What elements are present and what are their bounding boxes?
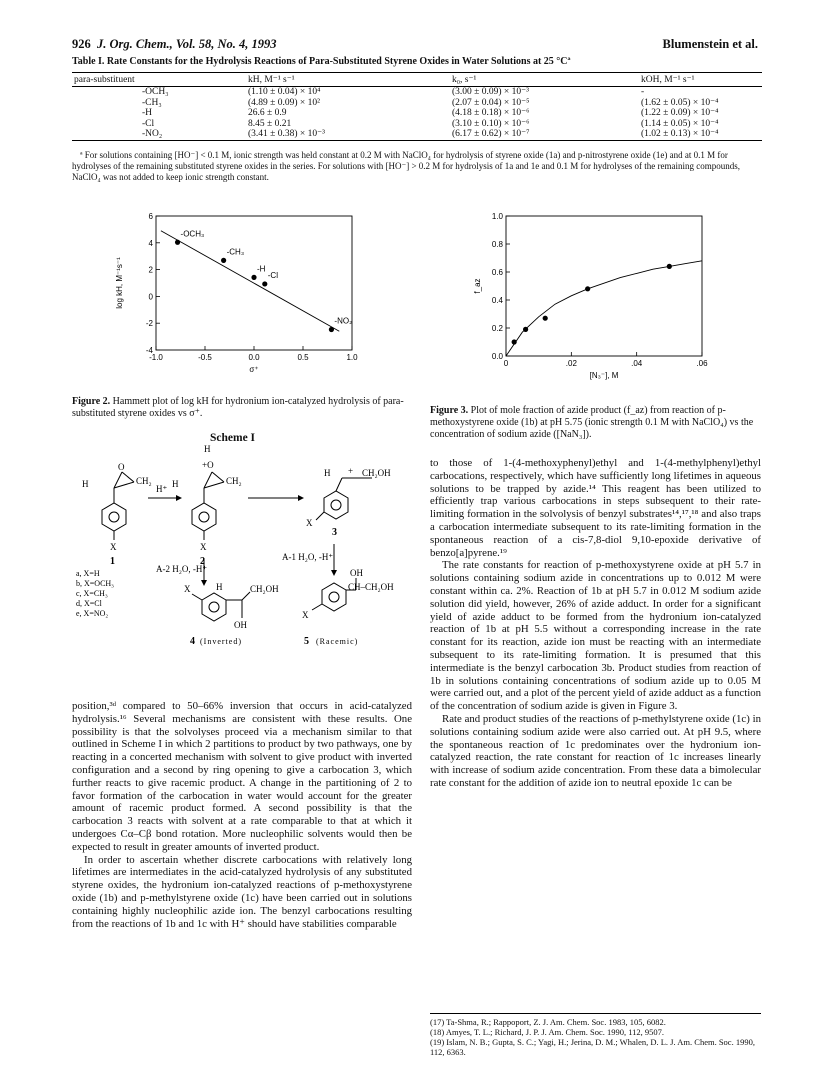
figure3-caption-text: Plot of mole fraction of azide product (f_az) from reaction of p-methoxystyrene oxide (1b) at pH 5.75 (ionic strength 0.1 M with NaClO₄) vs the concentration of sodium azide ([NaN₃]). (430, 405, 754, 440)
col-header: para-substituent (72, 73, 246, 87)
table-cell: (3.41 ± 0.38) × 10⁻³ (248, 129, 326, 139)
col-header: kOH, M⁻¹ s⁻¹ (639, 73, 762, 87)
y-axis-label: f_az (473, 278, 482, 294)
x-tick-label: -0.5 (198, 353, 212, 362)
x-tick-label: -1.0 (149, 353, 163, 362)
atom-X: X (110, 542, 117, 552)
figure3-label: Figure 3. (430, 405, 469, 416)
table-cell: (1.14 ± 0.05) × 10⁻⁴ (641, 118, 719, 129)
table-footnote: ª For solutions containing [HO⁻] < 0.1 M, ionic strength was held constant at 0.2 M with NaClO₄ for hydrolysis of styrene oxide (1a) and p-nitrostyrene oxide (1e) and at 0.1 M for hydrolyses of the remaining substituted styrene oxides in the series. For solutions with [HO⁻] > 0.2 M for hydrolysis of 1a and 1e and 0.1 M for hydrolyses of the remaining compounds, NaClO₄ was not added to keep ionic strength constant. (72, 150, 740, 182)
atom-H: H (172, 479, 179, 489)
compound-2-structure (192, 472, 224, 540)
paragraph: position,³ᵈ compared to 50–66% inversion that occurs in acid-catalyzed hydrolysis.¹⁶ Several mechanisms are consistent with these results. One possibility is that the solvolyses proceed via a mechanism similar to that outlined in Scheme I in which 2 partitions to product by two pathways, one by reacting in a concerted mechanism with solvent to give product with inverted configuration and a second by ring opening to give a carbocation 3, which further reacts to give racemic product. A change in the partitioning of 2 to favor formation of the carbocation in water would account for the greater amount of racemic product formed. A second possibility is that the carbocation 3 reacts with solvent at a rate comparable to that at which it undergoes Cα–Cβ bond rotation. More nucleophilic solvents would then be expected to result in greater amounts of inverted product. (72, 700, 412, 853)
point-label: -OCH₃ (180, 229, 205, 239)
paragraph: The rate constants for reaction of p-methoxystyrene oxide at pH 5.7 in solutions containing sodium azide in concentrations up to 0.012 M were constant within ca. 2%. Reaction of 1b at pH 5.7 in 0.012 M sodium azide solution did yield, however, 26% of azide adduct. In order for a significant yield of azide adduct to be formed from the hydronium ion-catalyzed reaction of 1b at pH 5.5 without a corresponding increase in the rate constant for its reaction, azide ion must be reacting with an intermediate subsequent to its rate-limiting formation. It is presumed that this intermediate is the benzyl carbocation 3b. Product studies from reaction of 1b in solutions containing concentrations of sodium azide up to 0.05 M were carried out, and a plot of the percent yield of azide adduct as a function of the concentration of sodium azide is given in Figure 3. (430, 559, 761, 713)
rate-constants-table (72, 72, 762, 141)
label-5-note: (Racemic) (316, 637, 359, 646)
scheme-title: Scheme I (210, 432, 256, 444)
hammett-plot (100, 210, 390, 380)
atom-OH: OH (350, 568, 363, 578)
y-tick-label: 4 (148, 238, 153, 248)
legend-item-b: b, X=OCH₃ (76, 579, 114, 588)
arrow-1-label: H⁺ (156, 484, 168, 494)
table-cell: (2.07 ± 0.04) × 10⁻⁵ (452, 97, 530, 108)
x-tick-label: .02 (565, 359, 577, 368)
page-header-left (72, 37, 277, 52)
paragraph: Rate and product studies of the reactions of p-methylstyrene oxide (1c) in solutions containing sodium azide were also carried out. At pH 9.5, where the spontaneous reaction of 1c predominates over the hydronium ion-catalyzed reaction, the rate constant for reaction of 1c increases linearly with increase of sodium azide concentration. From these data a bimolecular rate constant for the addition of azide ion to neutral epoxide 1c can be (430, 712, 761, 789)
paragraph: to those of 1-(4-methoxyphenyl)ethyl and 1-(4-methylphenyl)ethyl carbocations, respectively, which have sufficiently long lifetimes in aqueous solutions to be trapped by azide.¹⁴ This reagent has been utilized to efficiently trap various carbocations in steps subsequent to their rate-limiting formation in the solvolysis of benzyl substrates¹⁴,¹⁷,¹⁸ and also traps a carbocation intermediate subsequent to its rate-limiting formation in the spontaneous reaction of a cis-7,8-diol 9,10-epoxide derivative of benzo[a]pyrene.¹⁹ (430, 457, 761, 559)
table-caption: Table I. Rate Constants for the Hydrolysis Reactions of Para-Substituted Styrene Oxides in Water Solutions at 25 °Cª (72, 56, 571, 67)
table-cell: - (641, 87, 645, 97)
point-label: -NO₂ (334, 316, 353, 326)
table-cell: (1.22 ± 0.09) × 10⁻⁴ (641, 108, 719, 118)
atom-O-plus: +O (202, 460, 214, 470)
paragraph: In order to ascertain whether discrete carbocations with relatively long lifetimes are intermediates in the acid-catalyzed hydrolysis of any substituted styrene oxides, the hydronium ion-catalyzed reactions of p-methoxystyrene oxide (1b) and p-methylstyrene oxide (1c) have been carried out in solutions containing highly nucleophilic azide ion. The benzyl carbocations resulting from the reactions of 1b and 1c with H⁺ should have stabilities comparable (72, 853, 412, 930)
reference-item: (17) Ta-Shma, R.; Rappoport, Z. J. Am. Chem. Soc. 1983, 105, 6082. (430, 1017, 666, 1027)
x-tick-label: .04 (631, 359, 643, 368)
data-point (523, 327, 528, 332)
figure2-label: Figure 2. (72, 396, 111, 407)
y-tick-label: 0 (148, 292, 153, 302)
figure3-caption (430, 405, 761, 441)
legend-item-e: e, X=NO₂ (76, 609, 109, 618)
col-header: kH, M⁻¹ s⁻¹ (246, 73, 450, 87)
table-cell: -CH₃ (142, 97, 162, 108)
y-tick-label: -2 (145, 319, 153, 329)
y-tick-label: 0.2 (491, 324, 503, 333)
table-row (72, 98, 762, 109)
table-cell: (6.17 ± 0.62) × 10⁻⁷ (452, 129, 530, 139)
col-header: k₀, s⁻¹ (450, 73, 639, 87)
atom-CH2OH: CH₂OH (250, 584, 279, 594)
table-row (72, 87, 762, 98)
y-tick-label: 0.4 (491, 296, 503, 305)
atom-OH: OH (234, 620, 247, 630)
fit-curve (506, 261, 702, 356)
page-number: 926 (72, 37, 91, 51)
compound-3-structure (316, 478, 372, 520)
table-row (72, 129, 762, 140)
data-point (251, 275, 256, 280)
y-axis-label: log kH, M⁻¹s⁻¹ (115, 257, 124, 309)
table-cell: 26.6 ± 0.9 (248, 108, 287, 118)
atom-H: H (82, 479, 89, 489)
label-4-note: (Inverted) (200, 637, 242, 646)
compound-label-3: 3 (332, 527, 337, 538)
table-cell: -Cl (142, 118, 155, 129)
atom-X: X (200, 542, 207, 552)
atom-H: H (204, 444, 211, 454)
point-label: -Cl (267, 270, 278, 280)
data-point (667, 264, 672, 269)
atom-X: X (302, 610, 309, 620)
atom-X: X (184, 584, 191, 594)
scheme-diagram (72, 440, 412, 670)
table-cell: (1.10 ± 0.04) × 10⁴ (248, 87, 321, 97)
table-cell: 8.45 ± 0.21 (248, 118, 292, 129)
table-header-row (72, 73, 762, 87)
table-cell: (1.62 ± 0.05) × 10⁻⁴ (641, 97, 719, 108)
y-tick-label: 0.8 (491, 240, 503, 249)
atom-O: O (118, 462, 125, 472)
atom-plus: + (348, 466, 354, 476)
references (430, 1013, 761, 1057)
legend-item-c: c, X=CH₃ (76, 589, 108, 598)
azide-fraction-plot (470, 210, 720, 390)
x-tick-label: 0 (503, 359, 509, 368)
table-cell: (3.10 ± 0.10) × 10⁻⁶ (452, 118, 530, 129)
data-point (221, 258, 226, 263)
atom-CH2: CH₂ (226, 476, 242, 486)
table-row (72, 119, 762, 130)
x-axis-label: σ⁺ (249, 365, 259, 374)
atom-H: H (324, 468, 331, 478)
left-column-text (72, 700, 412, 930)
arrow-a2-label: A-2 H₂O, -H⁺ (156, 564, 208, 574)
point-label: -CH₃ (226, 247, 245, 257)
reference-item: (19) Islam, N. B.; Gupta, S. C.; Yagi, H.; Jerina, D. M.; Whalen, D. L. J. Am. Chem. Soc. 1990, 112, 6363. (430, 1037, 755, 1057)
arrow-a1-label: A-1 H₂O, -H⁺ (282, 552, 334, 562)
x-tick-label: 0.0 (248, 353, 260, 362)
table-cell: (4.89 ± 0.09) × 10² (248, 97, 320, 108)
figure2-caption (72, 396, 412, 420)
figure2-caption-text: Hammett plot of log kH for hydronium ion-catalyzed hydrolysis of para-substituted styrene oxides vs σ⁺. (72, 396, 404, 419)
x-tick-label: 1.0 (346, 353, 358, 362)
fit-line (161, 231, 339, 331)
table-cell: (1.02 ± 0.13) × 10⁻⁴ (641, 129, 719, 139)
table-cell: (4.18 ± 0.18) × 10⁻⁶ (452, 108, 530, 118)
atom-H: H (216, 582, 223, 592)
y-tick-label: 0.0 (491, 352, 503, 361)
y-tick-label: 0.6 (491, 268, 503, 277)
x-tick-label: .06 (696, 359, 708, 368)
plot-frame (506, 216, 702, 356)
table-row (72, 108, 762, 119)
table-cell: -OCH₃ (142, 87, 169, 97)
table-cell: (3.00 ± 0.09) × 10⁻³ (452, 87, 530, 97)
right-column-text (430, 457, 761, 790)
compound-4-structure (192, 592, 250, 621)
data-point (175, 240, 180, 245)
atom-X: X (306, 518, 313, 528)
compound-label-2: 2 (200, 556, 205, 567)
compound-label-4: 4 (190, 636, 195, 647)
data-point (512, 339, 517, 344)
atom-CH2: CH₂ (136, 476, 152, 486)
y-tick-label: 6 (148, 212, 153, 221)
x-axis-label: [N₃⁻], M (589, 371, 619, 380)
y-tick-label: -4 (145, 346, 153, 355)
table-cell: -NO₂ (142, 129, 163, 139)
y-tick-label: 2 (148, 265, 153, 275)
compound-1-structure (102, 472, 134, 540)
atom-CH2OH: CH₂OH (362, 468, 391, 478)
legend-item-d: d, X=Cl (76, 599, 102, 608)
y-tick-label: 1.0 (491, 212, 503, 221)
reference-item: (18) Amyes, T. L.; Richard, J. P. J. Am. Chem. Soc. 1990, 112, 9507. (430, 1027, 665, 1037)
compound-label-5: 5 (304, 636, 309, 647)
data-point (585, 286, 590, 291)
data-point (543, 316, 548, 321)
atom-CH-CH2OH: CH–CH₂OH (348, 582, 394, 592)
data-point (329, 327, 334, 332)
page-header-authors: Blumenstein et al. (662, 37, 758, 51)
x-tick-label: 0.5 (297, 353, 309, 362)
legend-item-a: a, X=H (76, 569, 100, 578)
point-label: -H (257, 264, 266, 274)
table-cell: -H (142, 108, 153, 118)
data-point (262, 281, 267, 286)
compound-label-1: 1 (110, 556, 115, 567)
journal-citation: J. Org. Chem., Vol. 58, No. 4, 1993 (97, 37, 277, 51)
